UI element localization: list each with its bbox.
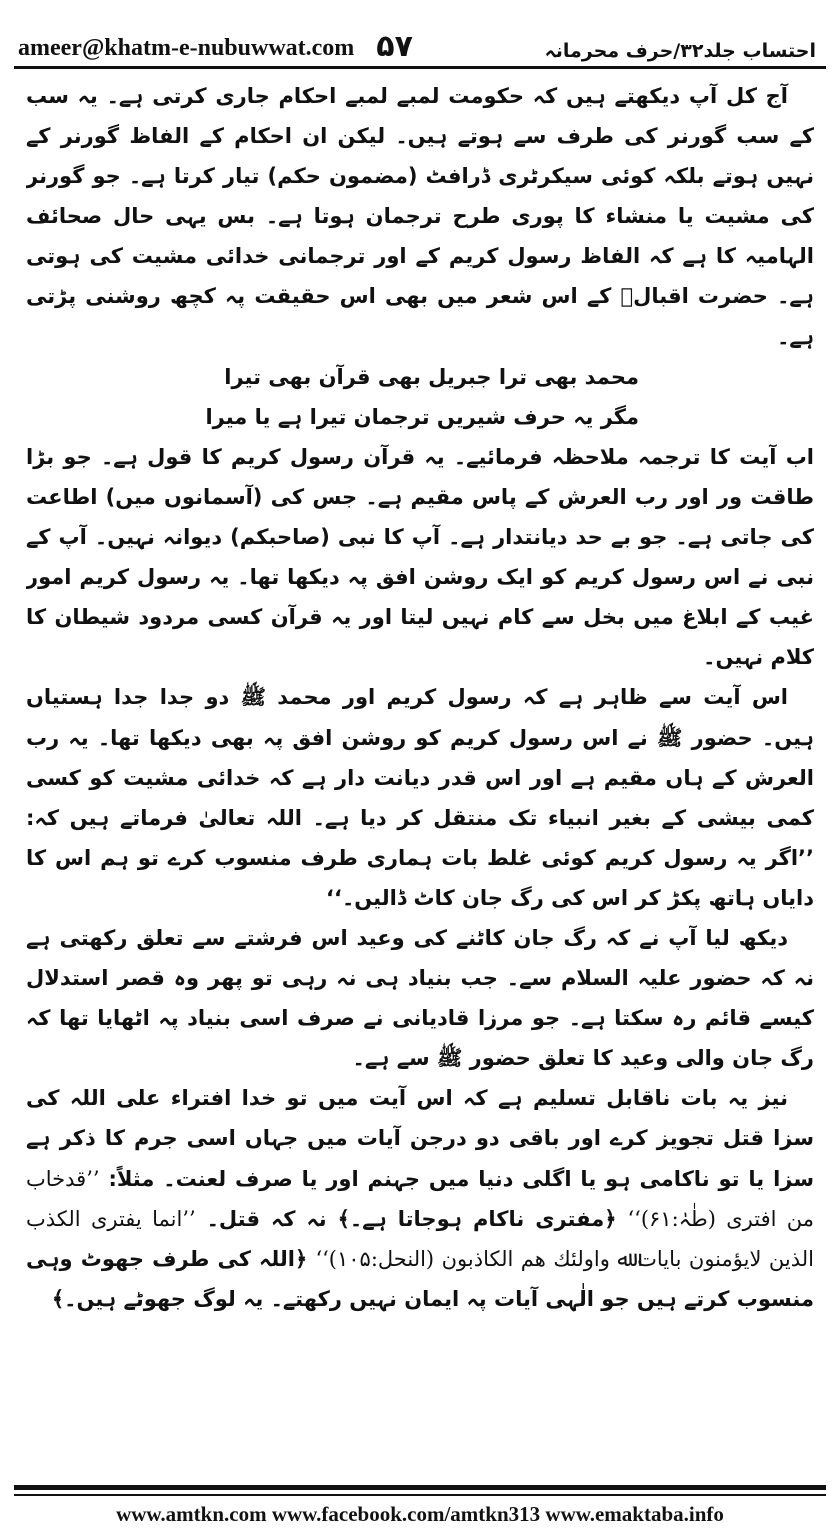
footer-rule-thin <box>14 1494 826 1496</box>
header-left <box>18 29 413 64</box>
paragraph-5 <box>26 1078 814 1319</box>
paragraph-5-text-a: نیز یہ بات ناقابل تسلیم ہے کہ اس آیت میں تو خدا افتراء علی اللہ کی سزا قتل تجویز کرے اور باقی دو درجن آیات میں جہاں اسی جرم کا ذکر ہے سزا یا تو ناکامی ہو یا اگلی دنیا میں جہنم اور یا صرف لعنت۔ مثلاً: <box>26 1086 814 1191</box>
page-header <box>18 14 816 62</box>
page-body <box>26 76 814 1471</box>
quote-nahl: ’’انما یفتری الکذب الذین لایؤمنون بایات ﷲ واولئك هم الکاذبون (النحل:۱۰۵)‘‘ <box>26 1206 814 1271</box>
paragraph-5-text-b: ﴿مفتری ناکام ہوجاتا ہے۔﴾ نہ کہ قتل۔ <box>195 1206 628 1231</box>
footer-rule-thick <box>14 1485 826 1490</box>
paragraph-3: اس آیت سے ظاہر ہے کہ رسول کریم اور محمد ﷺ دو جدا جدا ہستیاں ہیں۔ حضور ﷺ نے اس رسول کریم کو روشن افق پہ بھی دیکھا تھا۔ یہ رب العرش کے ہاں مقیم ہے اور اس قدر دیانت دار ہے کہ خدائی مشیت کو کسی کمی بیشی کے بغیر انبیاء تک منتقل کر دیا ہے۔ اللہ تعالیٰ فرماتے ہیں کہ: ’’اگر یہ رسول کریم کوئی غلط بات ہماری طرف منسوب کرے تو ہم اس کا دایاں ہاتھ پکڑ کر اس کی رگ جان کاٹ ڈالیں۔‘‘ <box>26 685 814 910</box>
header-title: احتساب جلد۳۲/حرف محرمانہ <box>544 40 816 62</box>
page-number: ۵۷ <box>376 29 413 64</box>
paragraph-1: آج کل آپ دیکھتے ہیں کہ حکومت لمبے لمبے احکام جاری کرتی ہے۔ یہ سب کے سب گورنر کی طرف سے ہوتے ہیں۔ لیکن ان احکام کے الفاظ گورنر کے نہیں ہوتے بلکہ کوئی سیکرٹری ڈرافٹ (مضمون حکم) تیار کرتا ہے۔ جو گورنر کی مشیت یا منشاء کا پوری طرح ترجمان ہوتا ہے۔ بس یہی حال صحائف الہامیہ کا ہے کہ الفاظ رسول کریم کے اور ترجمانی خدائی مشیت کی ہوتی ہے۔ حضرت اقبالؒ کے اس شعر میں بھی اس حقیقت پہ کچھ روشنی پڑتی ہے۔ <box>26 84 814 349</box>
footer-links: www.amtkn.com www.facebook.com/amtkn313 www.emaktaba.info <box>116 1502 724 1526</box>
header-email: ameer@khatm-e-nubuwwat.com <box>18 35 355 61</box>
paragraph-2: اب آیت کا ترجمہ ملاحظہ فرمائیے۔ یہ قرآن رسول کریم کا قول ہے۔ جو بڑا طاقت ور اور رب العرش کے پاس مقیم ہے۔ جس کی (آسمانوں میں) اطاعت کی جاتی ہے۔ جو بے حد دیانتدار ہے۔ آپ کا نبی (صاحبکم) دیوانہ نہیں۔ آپ کے نبی نے اس رسول کریم کو ایک روشن افق پہ دیکھا تھا۔ یہ رسول کریم امور غیب کے ابلاغ میں بخل سے کام نہیں لیتا اور یہ قرآن کسی مردود شیطان کا کلام نہیں۔ <box>26 444 814 670</box>
verse-line-2: مگر یہ حرف شیریں ترجمان تیرا ہے یا میرا <box>205 404 639 429</box>
verse-line-1: محمد بھی ترا جبریل بھی قرآن بھی تیرا <box>224 364 639 389</box>
quote-taha: ’’قدخاب من افتری (طٰہٰ:۶۱)‘‘ <box>26 1166 814 1231</box>
paragraph-4: دیکھ لیا آپ نے کہ رگ جان کاٹنے کی وعید اس فرشتے سے تعلق رکھتی ہے نہ کہ حضور علیہ السلام سے۔ جب بنیاد ہی نہ رہی تو پھر وہ قصر استدلال کیسے قائم رہ سکتا ہے۔ جو مرزا قادیانی نے صرف اسی بنیاد پہ اٹھایا تھا کہ رگ جان والی وعید کا تعلق حضور ﷺ سے ہے۔ <box>26 925 814 1071</box>
paragraph-5-text-c: ﴿اللہ کی طرف جھوٹ وہی منسوب کرتے ہیں جو الٰہی آیات پہ ایمان نہیں رکھتے۔ یہ لوگ جھوٹے ہیں۔﴾ <box>26 1246 814 1311</box>
header-rule <box>14 66 826 69</box>
